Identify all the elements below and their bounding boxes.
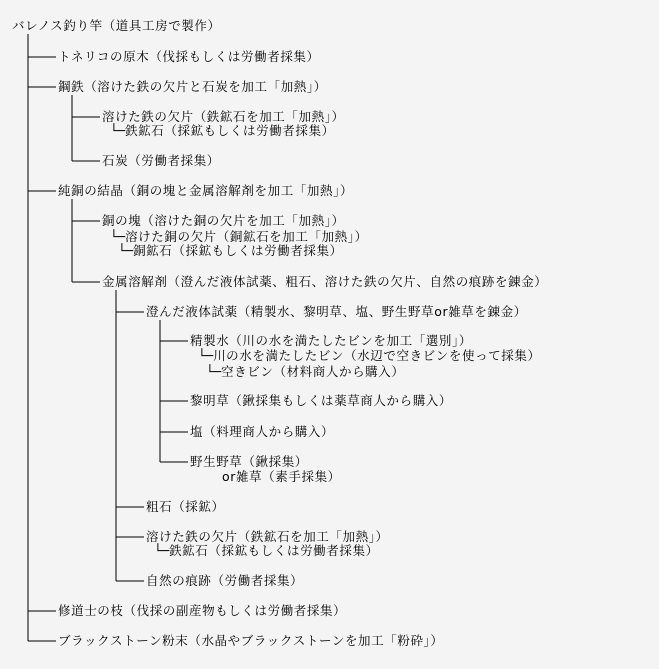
- tree-node-text: バレノス釣り竿（道具工房で製作）: [12, 18, 221, 33]
- tree-branch-glyph: └─: [110, 123, 126, 138]
- tree-node-text: 鉄鉱石（採鉱もしくは労働者採集）: [125, 123, 335, 138]
- tree-node-label: [58, 184, 353, 198]
- tree-node-label: [110, 124, 335, 138]
- tree-node-text: 鉄鉱石（採鉱もしくは労働者採集）: [169, 543, 379, 558]
- tree-node-label: [154, 544, 379, 558]
- tree-node-text: 粗石（採鉱）: [146, 499, 225, 514]
- tree-node-label: [58, 604, 346, 618]
- tree-node-label: [110, 230, 368, 244]
- tree-node-text: 溶けた鉄の欠片（鉄鉱石を加工「加熱」）: [146, 529, 389, 544]
- tree-node-text: 銅の塊（溶けた銅の欠片を加工「加熱」）: [102, 213, 345, 228]
- tree-branch-glyph: └─: [118, 243, 134, 258]
- tree-node-label: [102, 275, 547, 289]
- tree-node-text: 空きビン（材料商人から購入）: [221, 364, 405, 379]
- tree-node-label: [146, 574, 303, 588]
- tree-node-text: 黎明草（鍬採集もしくは薬草商人から購入）: [190, 393, 453, 408]
- tree-node-label: [102, 154, 220, 168]
- tree-branch-glyph: └─: [198, 348, 214, 363]
- tree-node-text: 自然の痕跡（労働者採集）: [146, 573, 304, 588]
- tree-node-text: 川の水を満たしたビン（水辺で空きビンを使って採集）: [213, 348, 541, 363]
- tree-node-text: 鋼鉄（溶けた鉄の欠片と石炭を加工「加熱」）: [58, 79, 327, 94]
- tree-node-text: 溶けた鉄の欠片（鉄鉱石を加工「加熱」）: [102, 109, 345, 124]
- tree-node-label: [146, 305, 527, 319]
- tree-node-label: [206, 365, 404, 379]
- tree-node-label: [190, 425, 334, 439]
- tree-node-label: [102, 214, 345, 228]
- tree-branch-glyph: └─: [206, 364, 222, 379]
- tree-node-label: [58, 634, 444, 648]
- tree-node-continuation: or雑草（素手採集）: [222, 469, 341, 484]
- tree-node-label: [146, 530, 389, 544]
- tree-node-text: 精製水（川の水を満たしたビンを加工「選別」）: [190, 333, 472, 348]
- tree-node-text: 溶けた銅の欠片（銅鉱石を加工「加熱」）: [125, 229, 368, 244]
- tree-node-text: 石炭（労働者採集）: [102, 153, 220, 168]
- tree-node-label: [58, 80, 327, 94]
- tree-node-label: [190, 334, 472, 348]
- tree-root-label: [12, 19, 221, 33]
- tree-branch-glyph: └─: [154, 543, 170, 558]
- tree-node-text: 金属溶解剤（澄んだ液体試薬、粗石、溶けた鉄の欠片、自然の痕跡を錬金）: [102, 274, 548, 289]
- tree-node-text: 澄んだ液体試薬（精製水、黎明草、塩、野生野草or雑草を錬金）: [146, 304, 527, 319]
- tree-branch-glyph: └─: [110, 229, 126, 244]
- tree-node-text: 銅鉱石（採鉱もしくは労働者採集）: [133, 243, 343, 258]
- tree-node-label: [190, 394, 452, 408]
- tree-node-text: 野生野草（鍬採集）: [190, 454, 308, 469]
- tree-node-text: 塩（料理商人から購入）: [190, 424, 335, 439]
- tree-node-text: ブラックストーン粉末（水晶やブラックストーンを加工「粉砕」）: [58, 633, 444, 648]
- tree-node-label: [198, 349, 541, 363]
- tree-node-label: [190, 455, 308, 469]
- tree-node-text: 純銅の結晶（銅の塊と金属溶解剤を加工「加熱」）: [58, 183, 354, 198]
- tree-node-text: 修道士の枝（伐採の副産物もしくは労働者採集）: [58, 603, 347, 618]
- tree-node-label: [102, 110, 345, 124]
- tree-node-text: トネリコの原木（伐採もしくは労働者採集）: [58, 49, 320, 64]
- tree-node-label: [118, 244, 343, 258]
- tree-node-label: [146, 500, 225, 514]
- tree-node-label: [58, 50, 320, 64]
